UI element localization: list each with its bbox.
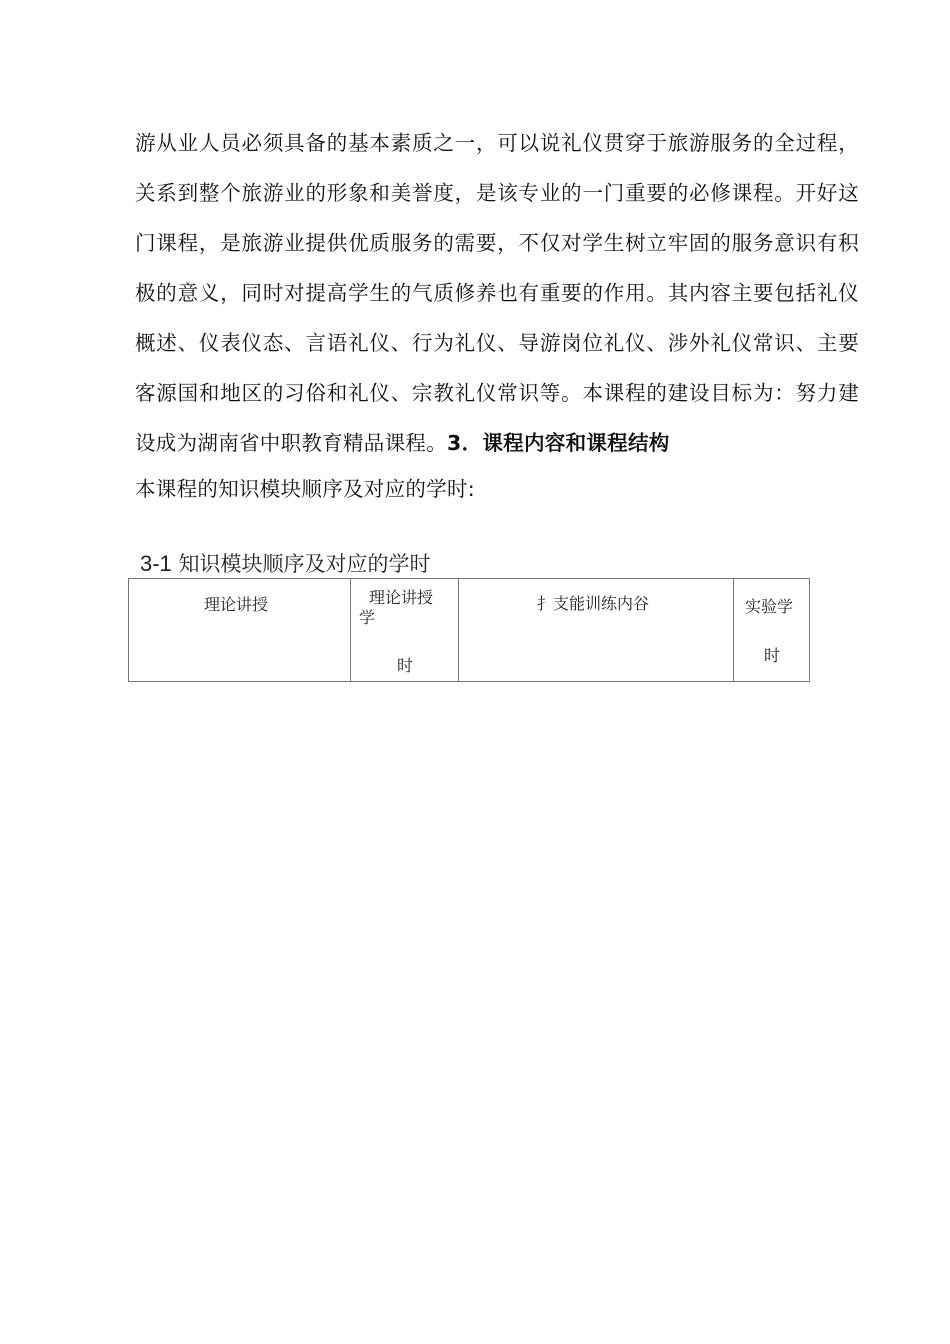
intro-text: 本课程的知识模块顺序及对应的学时: — [135, 477, 476, 501]
header-lab-hours-line2: 时 — [764, 646, 781, 665]
header-theory-hours-line3: 时 — [397, 656, 414, 675]
knowledge-module-table — [128, 578, 810, 682]
header-cell-theory — [129, 579, 351, 682]
header-cell-theory-hours — [351, 579, 459, 682]
header-cell-lab-hours — [734, 579, 810, 682]
header-theory-label: 理论讲授 — [204, 595, 269, 614]
table-caption-title: 知识模块顺序及对应的学时 — [178, 552, 431, 576]
header-theory-hours-line2: 学 — [359, 608, 376, 627]
header-lab-hours-line1: 实验学 — [745, 597, 794, 616]
table-caption — [140, 549, 430, 579]
paragraph-body-text: 游从业人员必须具备的基本素质之一，可以说礼仪贯穿于旅游服务的全过程，关系到整个旅游业的形象和美誉度，是该专业的一门重要的必修课程。开好这门课程，是旅游业提供优质服务的需要，不仅对学生树立牢固的服务意识有积极的意义，同时对提高学生的气质修养也有重要的作用。其内容主要包括礼仪概述、仪表仪态、言语礼仪、行为礼仪、导游岗位礼仪、涉外礼仪常识、主要客源国和地区的习俗和礼仪、宗教礼仪常识等。本课程的建设目标为：努力建设成为湖南省中职教育精品课程。 — [135, 131, 859, 455]
body-paragraph — [135, 118, 859, 468]
header-skill-training-label: 扌支能训练内谷 — [537, 594, 650, 613]
header-cell-skill-training — [459, 579, 734, 682]
section-heading: 3．课程内容和课程结构 — [447, 431, 670, 455]
table-caption-number: 3-1 — [140, 551, 172, 576]
header-theory-hours-line1: 理论讲授 — [369, 588, 434, 607]
table-header-row — [129, 579, 810, 682]
